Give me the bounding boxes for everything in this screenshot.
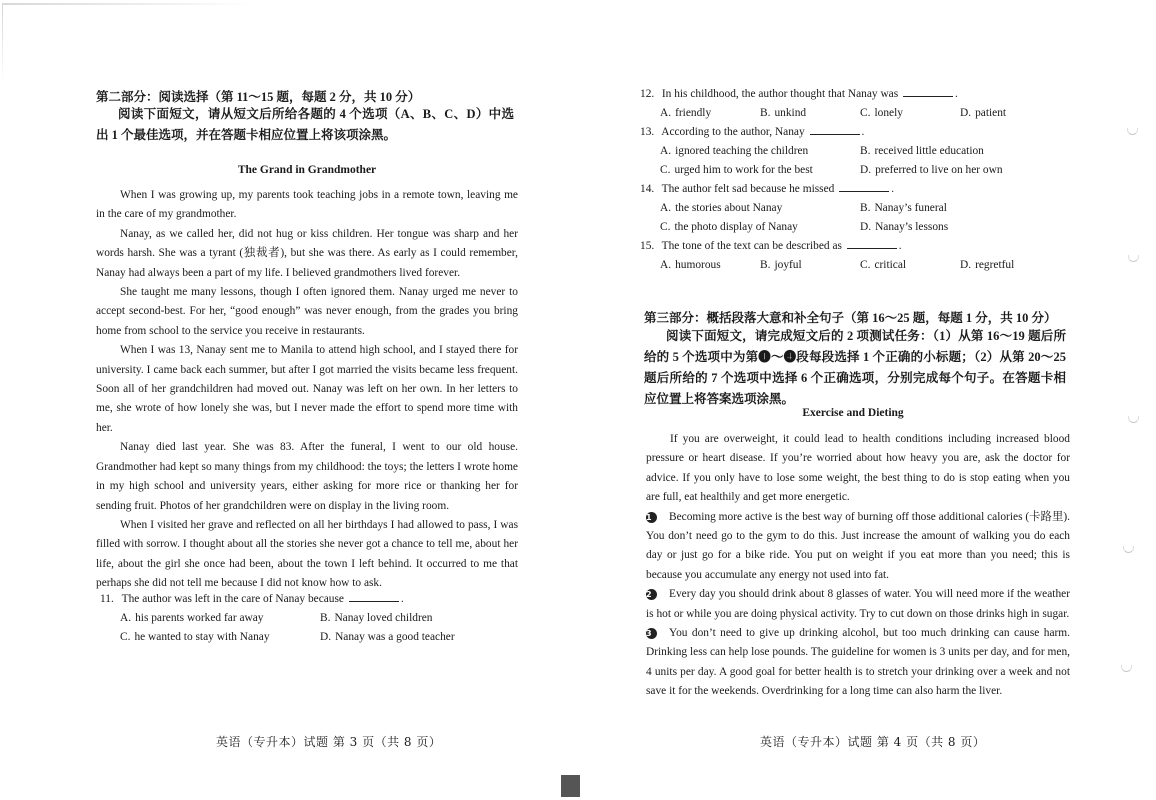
options: [640, 199, 1066, 237]
questions-12-15: [640, 85, 1066, 275]
answer-blank: [810, 124, 860, 135]
question-14: 14. The author felt sad because he missed .: [640, 183, 895, 195]
page-footer: 英语（专升本）试题 第 4 页（共 8 页）: [760, 735, 986, 749]
scan-edge: [2, 3, 252, 5]
circled-number-3-icon: 3: [646, 628, 657, 639]
options: [640, 256, 1066, 275]
punch-hole-icon: [1128, 255, 1139, 262]
option-b: B. Nanay loved children: [320, 612, 433, 624]
punch-hole-icon: [1123, 546, 1134, 553]
paragraph: When I was 13, Nanay sent me to Manila to attend high school, and I stayed there for university. I came back each summer, but after I got married the visits became less frequent. Soon all of her grandchildren had moved out. Nanay was left on her own. In her letters to me, she wrote of how lonely she was, but I never made the effort to spend more time with her.: [96, 344, 518, 434]
option-a: A. his parents worked far away: [120, 612, 264, 624]
option-c: C. critical: [860, 259, 907, 271]
question-13: 13. According to the author, Nanay .: [640, 126, 865, 138]
paragraph-1: 1 Becoming more active is the best way of burning off those additional calories (卡路里). You don’t need go to the gym to do this. Just increase the amount of walking you do each day or just go for a bike ride. You put on weight if you eat more than you need; this is because you accumulate any energy not used into fat.: [646, 510, 1070, 581]
options: [640, 142, 1066, 180]
passage-body: [96, 186, 518, 594]
option-a: A. humorous: [660, 259, 721, 271]
paragraph-2: 2 Every day you should drink about 8 glasses of water. You will need more if the weather is hot or while you are doing physical activity. Try to cut down on those drinks high in sugar.: [646, 588, 1070, 620]
option-c: C. urged him to work for the best: [660, 164, 813, 176]
option-b: B. joyful: [760, 259, 802, 271]
option-a: A. the stories about Nanay: [660, 202, 783, 214]
option-a: A. ignored teaching the children: [660, 145, 809, 157]
passage-title: The Grand in Grandmother: [237, 164, 377, 176]
question-number: 11.: [100, 593, 114, 605]
option-b: B. unkind: [760, 107, 807, 119]
section-heading: 第三部分：概括段落大意和补全句子（第 16～25 题，每题 1 分，共 10 分）: [644, 311, 1057, 325]
section-instruction: 阅读下面短文，请完成短文后的 2 项测试任务：（1）从第 16～19 题后所给的 5 个选项中为第❶～❹段每段选择 1 个正确的小标题；（2）从第 20～25 题后所给的 7 个选项中选择 6 个正确选项，分别完成每个句子。在答题卡相应位置上将答案选项涂黑。: [644, 329, 1066, 406]
paragraph: She taught me many lessons, though I often ignored them. Nanay urged me never to accept second-best. For her, “good enough” was never enough, from the grades you bring home from school to the service you receive in restaurants.: [96, 286, 518, 337]
section-instruction: 阅读下面短文，请从短文后所给各题的 4 个选项（A、B、C、D）中选出 1 个最佳选项，并在答题卡相应位置上将该项涂黑。: [96, 107, 514, 142]
answer-blank: [839, 181, 889, 192]
passage-body: [646, 430, 1070, 702]
question-12: 12. In his childhood, the author thought that Nanay was .: [640, 88, 958, 100]
passage-title: Exercise and Dieting: [802, 407, 904, 419]
option-d: D. patient: [960, 107, 1007, 119]
question-stem: The author was left in the care of Nanay because: [121, 593, 344, 605]
binder-mark: [561, 775, 580, 797]
answer-blank: [903, 86, 953, 97]
intro-paragraph: If you are overweight, it could lead to health conditions including increased blood pressure or heart disease. If you’re worried about how heavy you are, ask the doctor for advice. If you only have to lose some weight, the best thing to do is stop eating when you are full, eat healthily and get more energetic.: [646, 433, 1070, 504]
scan-edge: [2, 4, 3, 84]
options: [640, 104, 1066, 123]
question-11: 11. The author was left in the care of Nanay because . A. his parents worked far away B. Nanay loved children C. he wanted to stay with Nanay D. Nanay was a good teacher: [100, 590, 520, 647]
option-a: A. friendly: [660, 107, 712, 119]
section-heading: 第二部分：阅读选择（第 11～15 题，每题 2 分，共 10 分）: [96, 90, 421, 104]
circled-number-1-icon: 1: [646, 512, 657, 523]
option-b: B. Nanay’s funeral: [860, 202, 947, 214]
option-d: D. Nanay’s lessons: [860, 221, 949, 233]
option-d: D. regretful: [960, 259, 1015, 271]
paragraph: Nanay died last year. She was 83. After the funeral, I went to our old house. Grandmother had kept so many things from my childhood: the toys; the letters I wrote home in my high school and university years, either asking for more rice or thanking her for sending fruit. Photos of her grandchildren were on display in the living room.: [96, 441, 518, 512]
answer-blank: [847, 238, 897, 249]
punch-hole-icon: [1128, 416, 1139, 423]
option-d: D. Nanay was a good teacher: [320, 631, 455, 643]
paragraph: Nanay, as we called her, did not hug or kiss children. Her tongue was sharp and her words harsh. She was a tyrant (独裁者), but she was there. As early as I could remember, Nanay had always been a part of my life. I believed grandmothers lived forever.: [96, 227, 518, 279]
option-c: C. the photo display of Nanay: [660, 221, 798, 233]
punch-hole-icon: [1127, 128, 1138, 135]
paragraph: When I was growing up, my parents took teaching jobs in a remote town, leaving me in the care of my grandmother.: [96, 189, 518, 221]
option-c: C. he wanted to stay with Nanay: [120, 631, 270, 643]
question-15: 15. The tone of the text can be described as .: [640, 240, 902, 252]
option-b: B. received little education: [860, 145, 984, 157]
option-c: C. lonely: [860, 107, 903, 119]
circled-number-2-icon: 2: [646, 589, 657, 600]
page-footer: 英语（专升本）试题 第 3 页（共 8 页）: [216, 735, 442, 749]
option-d: D. preferred to live on her own: [860, 164, 1003, 176]
punch-hole-icon: [1121, 665, 1132, 672]
answer-blank: [349, 591, 399, 602]
options: [100, 609, 520, 647]
paragraph: When I visited her grave and reflected on all her birthdays I had allowed to pass, I was filled with sorrow. I thought about all the stories she never got a chance to tell me, about her life, about the girl she once had been, about the town I left behind. It occurred to me that perhaps she did not tell me because I did not know how to ask.: [96, 518, 518, 590]
paragraph-3: 3 You don’t need to give up drinking alcohol, but too much drinking can cause harm. Drinking less can help lose pounds. The guideline for women is 3 units per day, and for men, 4 units per day. A good goal for better health is to stretch your drinking over a week and not save it for the weekends. Overdrinking for a long time can also harm the liver.: [646, 627, 1070, 698]
